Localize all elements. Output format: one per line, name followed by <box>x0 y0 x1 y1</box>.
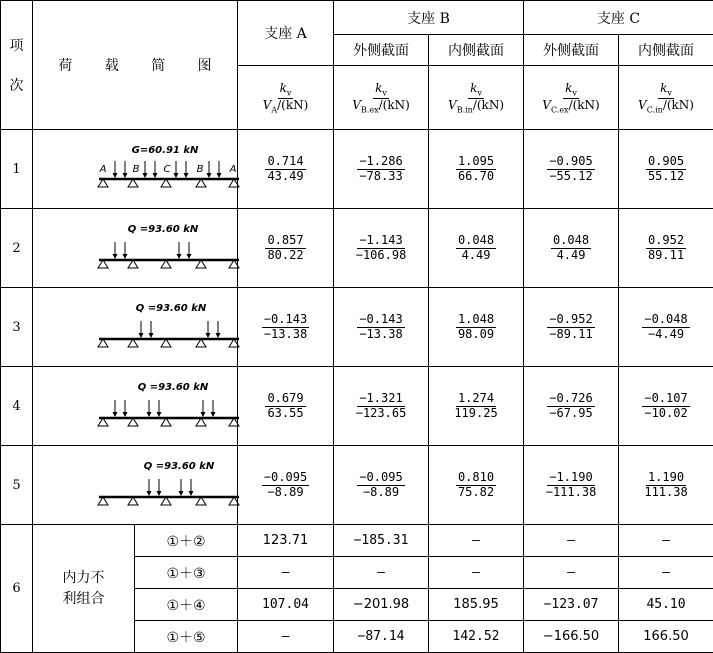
load-arrow-icon <box>157 479 162 496</box>
shear-force: 75.82 <box>457 485 495 499</box>
coef-shear-cell <box>429 288 524 367</box>
shear-force: −8.89 <box>362 485 400 499</box>
load-arrow-icon <box>174 161 179 178</box>
shear-force: 111.38 <box>644 485 688 499</box>
shear-subscript: A <box>271 104 278 114</box>
coef-shear-cell <box>619 367 713 446</box>
load-arrow-icon <box>147 479 152 496</box>
shear-symbol: V <box>638 97 647 112</box>
support-label: A <box>99 164 107 175</box>
beam-diagram <box>33 216 273 276</box>
load-arrow-icon <box>177 242 182 259</box>
shear-subscript: C.ex <box>550 104 569 114</box>
shear-force: 4.49 <box>556 248 586 262</box>
load-arrow-icon <box>113 242 118 259</box>
beam-diagram <box>33 137 273 197</box>
coef-shear-cell <box>334 446 429 525</box>
coef-shear-cell <box>524 130 619 209</box>
load-arrow-icon <box>189 479 194 496</box>
combined-shear-value: 123.71 <box>238 525 334 557</box>
shear-force: −89.11 <box>549 327 593 341</box>
load-diagram-cell <box>33 288 238 367</box>
coef-symbol: k <box>660 80 668 95</box>
support-label: C <box>163 164 171 175</box>
support-c-header: 支座 C <box>524 1 713 35</box>
support-c-outer-header: 外侧截面 <box>524 35 619 66</box>
load-case-row <box>1 288 713 367</box>
beam-diagram <box>33 295 273 355</box>
combined-shear-value: −87.14 <box>334 621 429 653</box>
combination-case: ①＋④ <box>135 589 238 621</box>
load-label: Q =93.60 kN <box>127 224 199 235</box>
shear-subscript: C.in <box>646 104 663 114</box>
load-arrow-icon <box>207 161 212 178</box>
support-label: A <box>229 164 237 175</box>
item-no-header-char-2: 次 <box>9 78 24 94</box>
load-label: Q =93.60 kN <box>135 303 207 314</box>
shear-coefficient: −0.107 <box>644 391 688 406</box>
shear-unit: /(kN) <box>662 97 694 112</box>
combined-shear-value: — <box>238 621 334 653</box>
coef-symbol: k <box>565 80 573 95</box>
shear-coefficient: 0.857 <box>267 233 304 248</box>
support-label: B <box>132 164 140 175</box>
item-no: 3 <box>1 288 33 367</box>
coef-shear-cell <box>524 446 619 525</box>
load-arrow-icon <box>149 321 154 338</box>
combined-shear-value: 107.04 <box>238 589 334 621</box>
shear-force: 43.49 <box>267 169 304 183</box>
combination-label-line: 内力不 <box>62 569 105 586</box>
combined-shear-value: 166.50 <box>619 621 713 653</box>
shear-coefficient: 0.048 <box>457 233 495 248</box>
load-diagram-cell <box>33 446 238 525</box>
coef-shear-cell <box>524 367 619 446</box>
coef-shear-cell <box>619 446 713 525</box>
load-case-row <box>1 367 713 446</box>
shear-coefficient: −0.905 <box>549 154 593 169</box>
coef-shear-cell <box>429 130 524 209</box>
combined-shear-value: −123.07 <box>524 589 619 621</box>
load-arrow-icon <box>157 400 162 417</box>
coef-shear-cell <box>334 367 429 446</box>
combined-shear-value: — <box>524 525 619 557</box>
load-arrow-icon <box>123 242 128 259</box>
shear-subscript: B.in <box>456 104 473 114</box>
shear-coefficient: 1.048 <box>457 312 495 327</box>
shear-coefficient: −0.726 <box>549 391 593 406</box>
load-case-row <box>1 209 713 288</box>
shear-force: −4.49 <box>647 327 685 341</box>
load-arrow-icon <box>123 400 128 417</box>
load-diagram-cell <box>33 130 238 209</box>
shear-force: 66.70 <box>457 169 495 183</box>
coef-shear-cell <box>334 209 429 288</box>
combination-label <box>33 525 135 653</box>
shear-unit: /(kN) <box>568 97 600 112</box>
combined-shear-value: — <box>334 557 429 589</box>
shear-symbol-header-b_ex <box>334 66 429 130</box>
coef-subscript: v <box>667 88 672 98</box>
load-arrow-icon <box>217 161 222 178</box>
shear-coefficient: 0.048 <box>552 233 590 248</box>
shear-symbol-header-c_in <box>619 66 713 130</box>
coef-symbol: k <box>470 80 478 95</box>
coef-symbol: k <box>375 80 383 95</box>
combined-shear-value: 45.10 <box>619 589 713 621</box>
load-arrow-icon <box>206 321 211 338</box>
beam-diagram <box>33 453 273 513</box>
load-arrow-icon <box>153 161 158 178</box>
shear-force: −10.02 <box>644 406 688 420</box>
load-case-row <box>1 446 713 525</box>
combined-shear-value: — <box>429 525 524 557</box>
item-no: 6 <box>1 525 33 653</box>
shear-coefficient: 1.095 <box>457 154 495 169</box>
load-arrow-icon <box>147 400 152 417</box>
shear-force: −67.95 <box>549 406 593 420</box>
coef-shear-cell <box>334 288 429 367</box>
shear-force: 98.09 <box>457 327 495 341</box>
shear-symbol-header-b_in <box>429 66 524 130</box>
support-label: B <box>196 164 204 175</box>
coef-subscript: v <box>572 88 577 98</box>
shear-coefficient: 0.810 <box>457 470 495 485</box>
load-arrow-icon <box>179 479 184 496</box>
support-c-inner-header: 内侧截面 <box>619 35 713 66</box>
coef-subscript: v <box>382 88 387 98</box>
shear-coefficient: 1.190 <box>647 470 685 485</box>
item-no: 1 <box>1 130 33 209</box>
shear-unit: /(kN) <box>378 97 410 112</box>
item-no: 5 <box>1 446 33 525</box>
shear-coefficient: 0.905 <box>647 154 685 169</box>
load-diagram-header-text: 荷 载 简 图 <box>58 58 226 74</box>
load-arrow-icon <box>143 161 148 178</box>
shear-force: 63.55 <box>267 406 304 420</box>
item-no-header-char-1: 项 <box>9 38 24 54</box>
shear-symbol: V <box>352 97 361 112</box>
shear-symbol: V <box>542 97 551 112</box>
shear-force: −13.38 <box>359 327 403 341</box>
shear-symbol: V <box>448 97 457 112</box>
combined-shear-value: −166.50 <box>524 621 619 653</box>
combination-case: ①＋③ <box>135 557 238 589</box>
shear-force: −106.98 <box>355 248 407 262</box>
coef-shear-cell <box>334 130 429 209</box>
coef-symbol: k <box>279 80 287 95</box>
shear-force: −55.12 <box>549 169 593 183</box>
shear-force: −8.89 <box>267 485 304 499</box>
load-label: Q =93.60 kN <box>143 461 215 472</box>
item-no-header <box>1 1 33 130</box>
combined-shear-value: — <box>429 557 524 589</box>
shear-force: 55.12 <box>647 169 685 183</box>
load-label: G=60.91 kN <box>131 145 199 156</box>
combined-shear-value: — <box>524 557 619 589</box>
shear-force: 89.11 <box>647 248 685 262</box>
coef-shear-cell <box>429 367 524 446</box>
load-diagram-header <box>33 1 238 130</box>
coef-subscript: v <box>477 88 482 98</box>
shear-coefficient: −0.143 <box>359 312 403 327</box>
combination-row <box>1 525 713 557</box>
coef-shear-cell <box>524 288 619 367</box>
shear-force: −123.65 <box>355 406 407 420</box>
load-arrow-icon <box>216 321 221 338</box>
coef-subscript: v <box>286 88 292 98</box>
shear-coefficient: −1.190 <box>549 470 593 485</box>
shear-force: 80.22 <box>267 248 304 262</box>
shear-coefficient: 0.679 <box>267 391 304 406</box>
load-arrow-icon <box>211 400 216 417</box>
coef-shear-cell <box>524 209 619 288</box>
coef-shear-cell <box>619 288 713 367</box>
coef-shear-cell <box>429 446 524 525</box>
shear-force: −13.38 <box>263 327 308 341</box>
shear-coefficient: −1.143 <box>359 233 403 248</box>
load-arrow-icon <box>187 242 192 259</box>
combined-shear-value: 185.95 <box>429 589 524 621</box>
shear-coefficient: −1.286 <box>359 154 403 169</box>
shear-coefficient: 0.714 <box>267 154 304 169</box>
combined-shear-value: −201.98 <box>334 589 429 621</box>
shear-coefficient: −1.321 <box>359 391 403 406</box>
beam-diagram <box>33 374 273 434</box>
combination-case: ①＋⑤ <box>135 621 238 653</box>
coef-shear-cell <box>429 209 524 288</box>
load-arrow-icon <box>201 400 206 417</box>
shear-force: 119.25 <box>454 406 498 420</box>
coef-shear-cell <box>619 209 713 288</box>
load-arrow-icon <box>139 321 144 338</box>
support-b-header: 支座 B <box>334 1 524 35</box>
load-arrow-icon <box>123 161 128 178</box>
load-diagram-cell <box>33 367 238 446</box>
shear-coefficient: −0.095 <box>263 470 308 485</box>
combined-shear-value: — <box>619 557 713 589</box>
shear-force: −78.33 <box>359 169 403 183</box>
shear-unit: /(kN) <box>277 97 309 112</box>
shear-symbol-header-a <box>238 66 334 130</box>
shear-coefficient: −0.095 <box>359 470 403 485</box>
shear-coefficient: −0.048 <box>644 312 688 327</box>
combination-label-line: 利组合 <box>62 590 105 607</box>
item-no: 4 <box>1 367 33 446</box>
load-case-row <box>1 130 713 209</box>
combined-shear-value: — <box>238 557 334 589</box>
support-b-outer-header: 外侧截面 <box>334 35 429 66</box>
load-arrow-icon <box>113 161 118 178</box>
shear-force: 4.49 <box>461 248 491 262</box>
load-label: Q =93.60 kN <box>137 382 209 393</box>
shear-coefficient: −0.952 <box>549 312 593 327</box>
support-a-header: 支座 A <box>238 1 334 66</box>
combined-shear-value: −185.31 <box>334 525 429 557</box>
coef-shear-cell <box>619 130 713 209</box>
combined-shear-value: 142.52 <box>429 621 524 653</box>
load-diagram-cell <box>33 209 238 288</box>
shear-coefficient: 1.274 <box>457 391 495 406</box>
combination-case: ①＋② <box>135 525 238 557</box>
shear-force: −111.38 <box>545 485 597 499</box>
shear-coefficient: 0.952 <box>647 233 685 248</box>
load-arrow-icon <box>113 400 118 417</box>
shear-coefficient: −0.143 <box>263 312 308 327</box>
item-no: 2 <box>1 209 33 288</box>
shear-symbol: V <box>262 97 272 112</box>
load-arrow-icon <box>184 161 189 178</box>
shear-subscript: B.ex <box>360 104 379 114</box>
support-b-inner-header: 内侧截面 <box>429 35 524 66</box>
shear-unit: /(kN) <box>472 97 505 112</box>
combined-shear-value: — <box>619 525 713 557</box>
shear-symbol-header-c_ex <box>524 66 619 130</box>
